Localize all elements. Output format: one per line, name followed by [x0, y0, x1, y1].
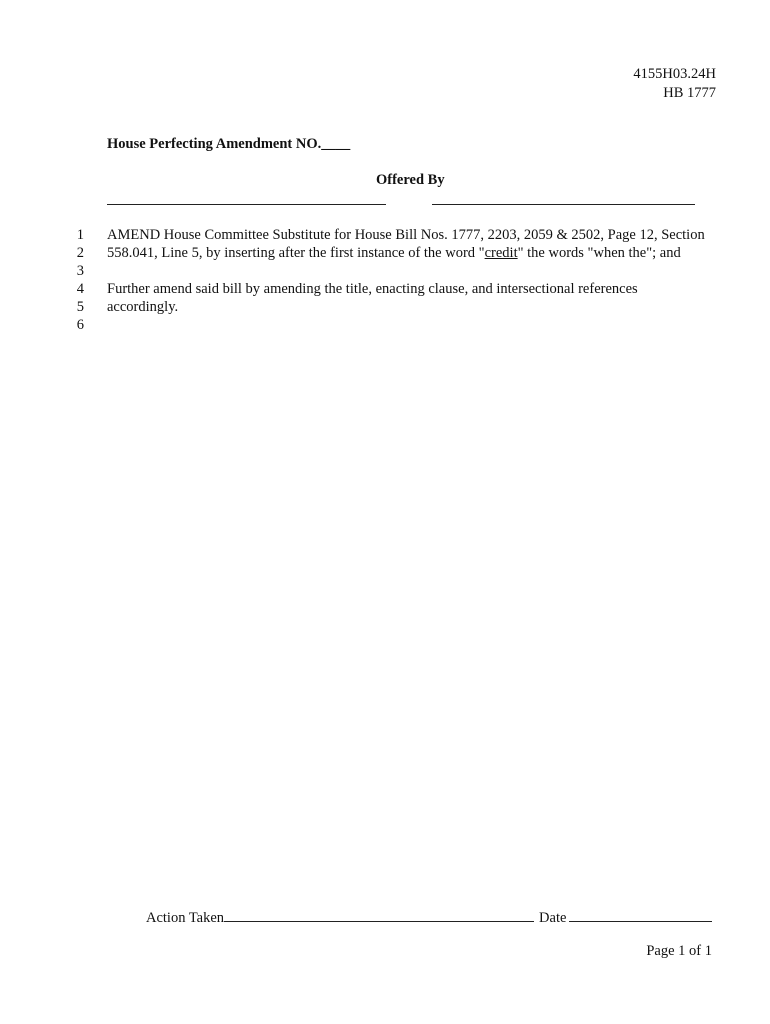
page-number: Page 1 of 1 — [646, 943, 712, 959]
amendment-body — [107, 226, 707, 316]
action-taken-row — [146, 907, 712, 927]
blank-line — [107, 262, 707, 280]
document-code: 4155H03.24H — [633, 66, 716, 82]
amendment-paragraph — [107, 226, 707, 262]
sponsor-signature-line-right — [432, 204, 695, 205]
date-label: Date — [539, 910, 567, 926]
sponsor-signature-line-left — [107, 204, 386, 205]
bill-number: HB 1777 — [663, 85, 716, 101]
line-number: 2 — [76, 245, 84, 261]
line-number: 6 — [76, 317, 84, 333]
line-number: 1 — [76, 227, 84, 243]
paragraph-text: " the words "when the"; and — [517, 245, 681, 261]
paragraph-text: AMEND House Committee Substitute for House Bill Nos. 1777, 2203, 2059 & 2502, Page 12, Section 558.041, Line 5, by inserting after the first instance of the word " — [107, 227, 705, 261]
amendment-title: House Perfecting Amendment NO.____ — [107, 136, 351, 152]
document-code-block — [633, 65, 716, 103]
date-line — [569, 907, 712, 922]
action-taken-label: Action Taken — [146, 910, 225, 926]
line-number: 5 — [76, 299, 84, 315]
line-number: 4 — [76, 281, 84, 297]
amendment-paragraph: Further amend said bill by amending the title, enacting clause, and intersectional references accordingly. — [107, 281, 638, 315]
offered-by-label: Offered By — [376, 172, 445, 188]
action-taken-line — [224, 907, 534, 922]
underlined-word: credit — [484, 245, 518, 261]
line-number: 3 — [76, 263, 84, 279]
line-numbers — [74, 226, 84, 334]
